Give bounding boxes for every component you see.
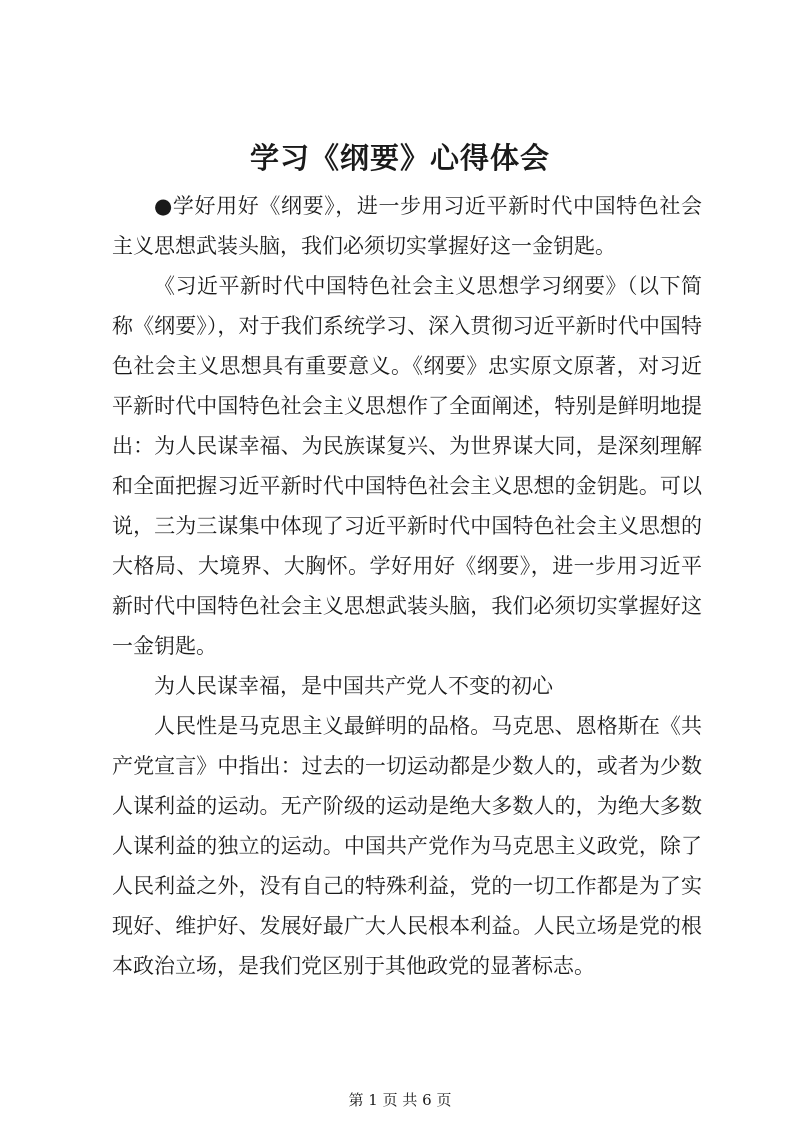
page-footer: 第 1 页 共 6 页 — [348, 1091, 452, 1109]
paragraph-overview: 《习近平新时代中国特色社会主义思想学习纲要》（以下简称《纲要》），对于我们系统学习、深入贯彻习近平新时代中国特色社会主义思想具有重要意义。《纲要》忠实原文原著，对习近平新时代中国特色社会主义思想作了全面阐述，特别是鲜明地提出：为人民谋幸福、为民族谋复兴、为世界谋大同，是深刻理解和全面把握习近平新时代中国特色社会主义思想的金钥匙。可以说，三为三谋集中体现了习近平新时代中国特色社会主义思想的大格局、大境界、大胸怀。学好用好《纲要》，进一步用习近平新时代中国特色社会主义思想武装头脑，我们必须切实掌握好这一金钥匙。 — [112, 274, 702, 658]
paragraph-people: 人民性是马克思主义最鲜明的品格。马克思、恩格斯在《共产党宣言》中指出：过去的一切运动都是少数人的，或者为少数人谋利益的运动。无产阶级的运动是绝大多数人的，为绝大多数人谋利益的独立的运动。中国共产党作为马克思主义政党，除了人民利益之外，没有自己的特殊利益，党的一切工作都是为了实现好、维护好、发展好最广大人民根本利益。人民立场是党的根本政治立场，是我们党区别于其他政党的显著标志。 — [112, 714, 702, 978]
document-body — [112, 186, 702, 986]
paragraph-subheading: 为人民谋幸福，是中国共产党人不变的初心 — [154, 674, 553, 698]
paragraph-intro: ●学好用好《纲要》，进一步用习近平新时代中国特色社会主义思想武装头脑，我们必须切实掌握好这一金钥匙。 — [112, 194, 702, 258]
document-title: 学习《纲要》心得体会 — [249, 141, 550, 175]
